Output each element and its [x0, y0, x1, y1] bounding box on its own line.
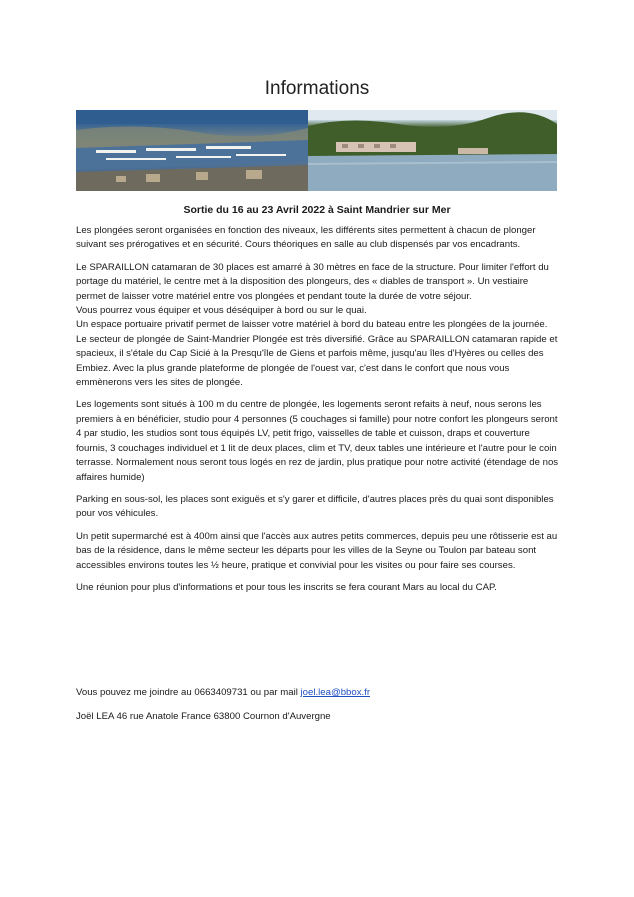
address-line: Joël LEA 46 rue Anatole France 63800 Cournon d'Auvergne	[76, 711, 331, 722]
paragraph-parking: Parking en sous-sol, les places sont exiguës et s'y garer et difficile, d'autres places près du quai sont disponibles pour vos véhicules.	[76, 493, 554, 520]
harbor-photo	[76, 110, 308, 191]
paragraph-boat	[76, 261, 560, 391]
harbor-illustration	[76, 110, 308, 191]
page-title: Informations	[264, 78, 370, 99]
email-link[interactable]: joel.lea@bbox.fr	[300, 687, 371, 698]
coast-photo	[308, 110, 557, 191]
paragraph-diving: Les plongées seront organisées en fonction des niveaux, les différents sites permettent à chacun de plonger suivant ses prérogatives et en sécurité. Cours théoriques en salle au club dispensés par vos encadrants.	[76, 225, 536, 251]
contact-text: Vous pouvez me joindre au 0663409731 ou par mail	[76, 687, 301, 698]
paragraph-boat-line: Vous pourrez vous équiper et vous déséquiper à bord ou sur le quai.	[76, 305, 367, 317]
contact-line	[76, 686, 560, 700]
banner-photos	[76, 110, 557, 191]
section-title: Sortie du 16 au 23 Avril 2022 à Saint Mandrier sur Mer	[183, 204, 451, 216]
paragraph-boat-line: Le SPARAILLON catamaran de 30 places est amarré à 30 mètres en face de la structure. Pour limiter l'effort du portage du matériel, le centre met à la disposition des plongeurs, des « diables de transport ». Un vestiaire permet de laisser votre matériel entre vos plongées et pendant toute la durée de votre séjour.	[76, 261, 549, 302]
body-text	[76, 224, 560, 603]
paragraph-meeting: Une réunion pour plus d'informations et pour tous les inscrits se fera courant Mars au local du CAP.	[76, 581, 497, 593]
paragraph-shops: Un petit supermarché est à 400m ainsi que l'accès aux autres petits commerces, depuis peu une rôtisserie est au bas de la résidence, dans le même secteur les départs pour les villes de la Seyne ou Toulon par bateau sont accessibles environs toutes les ½ heure, pratique et convivial pour les visites ou pour faire ses courses.	[76, 530, 558, 571]
paragraph-boat-line: Un espace portuaire privatif permet de laisser votre matériel à bord du bateau entre les plongées de la journée.	[76, 319, 548, 331]
coast-illustration	[308, 110, 557, 191]
paragraph-boat-line: Le secteur de plongée de Saint-Mandrier Plongée est très diversifié. Grâce au SPARAILLON catamaran rapide et spacieux, il s'étale du Cap Sicié à la Presqu'île de Giens et parfois même, jusqu'au îles d'Hyères ou celles des Embiez. Avec la plus grande plateforme de plongée de l'ouest var, c'est dans le confort que nous vous emmènerons vers les sites de plongée.	[76, 333, 558, 389]
paragraph-lodging: Les logements sont situés à 100 m du centre de plongée, les logements seront refaits à neuf, nous serons les premiers à en bénéficier, studio pour 4 personnes (5 couchages si famille) pour notre confort les plongeurs seront 4 par studio, les studios sont tous équipés LV, petit frigo, vaisselles de table et cuisson, draps et couverture fournis, 3 couchages individuel et 1 lit de deux places, clim et TV, deux tables une intérieure et l'autre pour le coin terrasse. Normalement nous seront tous logés en rez de jardin, plus pratique pour notre activité (étendage de nos affaires humide)	[76, 399, 559, 483]
